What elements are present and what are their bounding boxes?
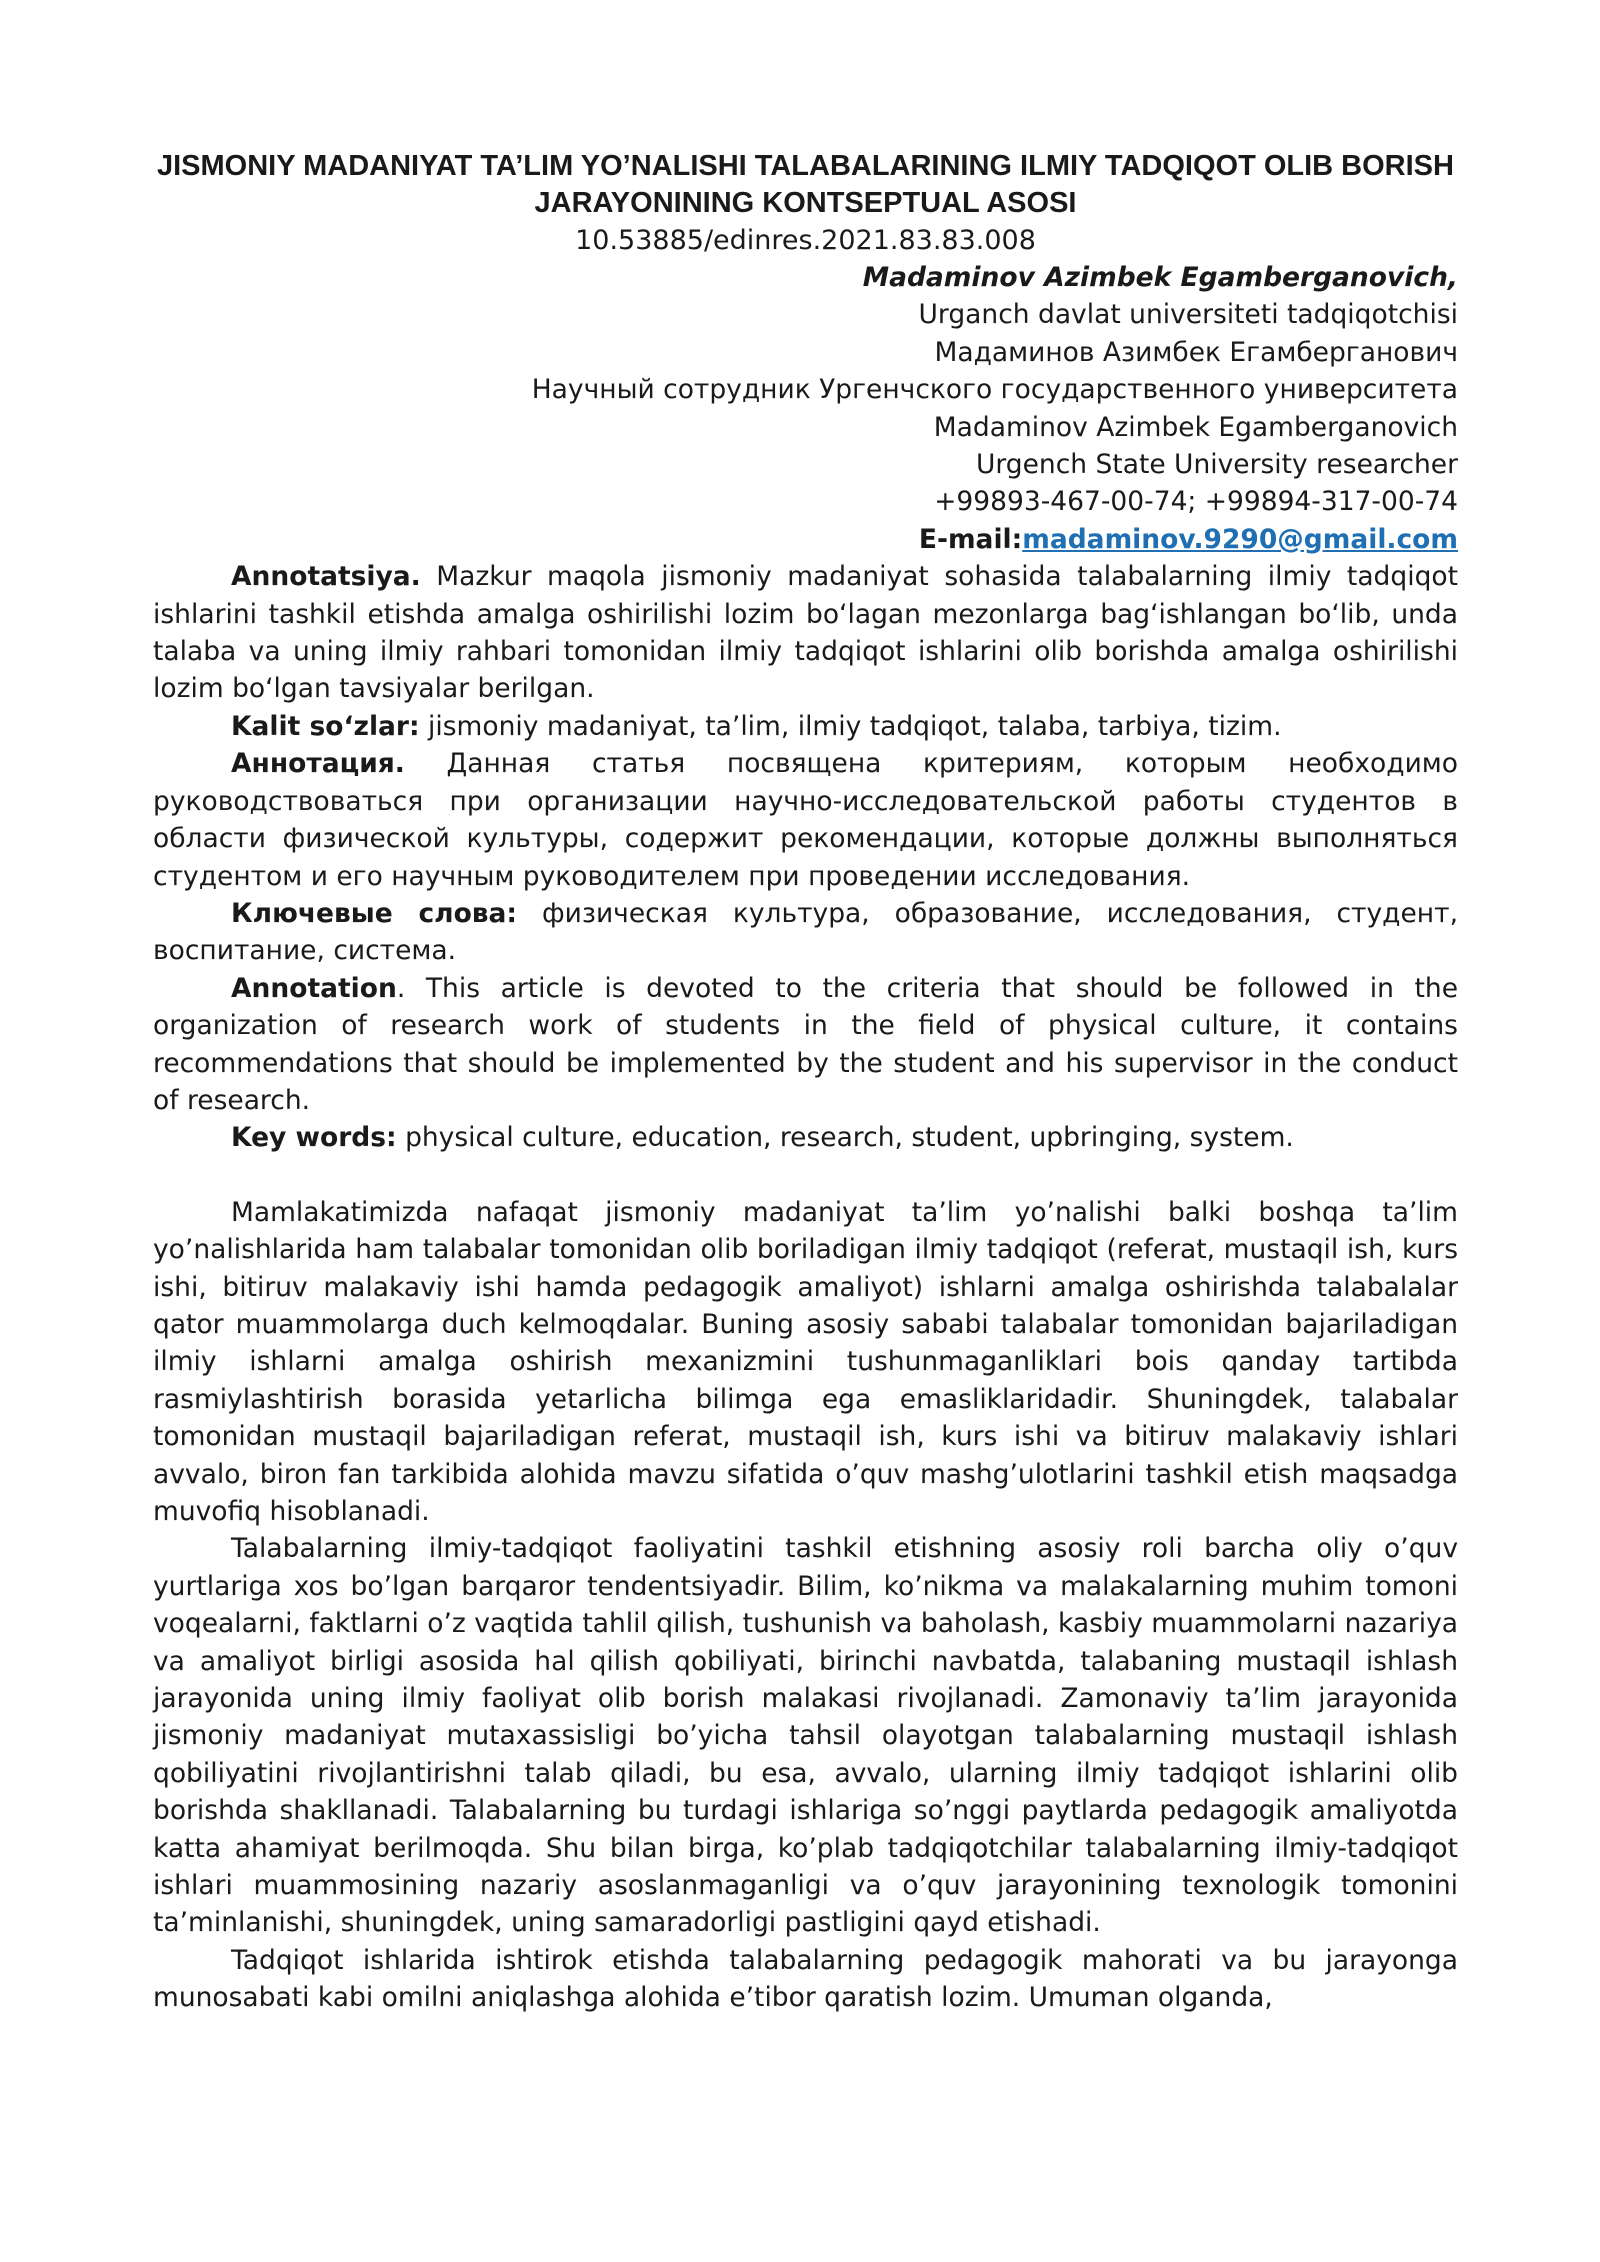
abstract-ru-text: Данная статья посвящена критериям, которым необходимо руководствоваться при организации научно-исследовательской работы студентов в области физической культуры, содержит рекомендации, которые должны выполняться студентом и его научным руководителем при проведении исследования. — [153, 748, 1458, 892]
author-block — [153, 259, 1458, 558]
paper-title: JISMONIY MADANIYAT TA’LIM YO’NALISHI TALABALARINING ILMIY TADQIQOT OLIB BORISH JARAYONINING KONTSEPTUAL ASOSI — [157, 150, 1454, 219]
abstract-ru — [153, 745, 1458, 895]
keywords-uz-text: jismoniy madaniyat, ta’lim, ilmiy tadqiqot, talaba, tarbiya, tizim. — [419, 710, 1282, 742]
author-phones: +99893-467-00-74; +99894-317-00-74 — [934, 486, 1458, 518]
body-paragraph-2: Talabalarning ilmiy-tadqiqot faoliyatini tashkil etishning asosiy roli barcha oliy o’quv yurtlariga xos bo’lgan barqaror tendentsiyadir. Bilim, ko’nikma va malakalarning muhim tomoni voqealarni, faktlarni o’z vaqtida tahlil qilish, tushunish va baholash, kasbiy muammolarni nazariya va amaliyot birligi asosida hal qilish qobiliyati, birinchi navbatda, talabaning mustaqil ishlash jarayonida uning ilmiy faoliyat olib borish malakasi rivojlanadi. Zamonaviy ta’lim jarayonida jismoniy madaniyat mutaxassisligi bo’yicha tahsil olayotgan talabalarning mustaqil ishlash qobiliyatini rivojlantirishni talab qiladi, bu esa, avvalo, ularning ilmiy tadqiqot ishlarini olib borishda shakllanadi. Talabalarning bu turdagi ishlariga so’nggi paytlarda pedagogik amaliyotda katta ahamiyat berilmoqda. Shu bilan birga, ko’plab tadqiqotchilar talabalarning ilmiy-tadqiqot ishlari muammosining nazariy asoslanmaganligi va o’quv jarayonining texnologik tomonini ta’minlanishi, shuningdek, uning samaradorligi pastligini qayd etishadi. — [153, 1533, 1458, 1939]
paper-page — [153, 148, 1458, 2017]
section-spacer — [153, 1157, 1458, 1194]
keywords-ru-text: физическая культура, образование, исследования, студент, воспитание, система. — [153, 897, 1458, 967]
author-affiliation-ru: Научный сотрудник Ургенчского государственного университета — [531, 374, 1458, 406]
author-email-line — [153, 521, 1458, 558]
keywords-uz — [153, 708, 1458, 745]
author-affiliation-uz: Urganch davlat universiteti tadqiqotchisi — [918, 299, 1458, 331]
abstract-uz — [153, 558, 1458, 708]
abstract-en-text: . This article is devoted to the criteria that should be followed in the organization of research work of students in the field of physical culture, it contains recommendations that should be implemented by the student and his supervisor in the conduct of research. — [153, 972, 1458, 1116]
author-affiliation-en: Urgench State University researcher — [975, 449, 1458, 481]
abstract-uz-label: Annotatsiya. — [231, 561, 421, 593]
author-name-ru: Мадаминов Азимбек Егамберганович — [934, 336, 1458, 368]
author-name: Madaminov Azimbek Egamberganovich, — [862, 262, 1458, 293]
abstract-en-label: Annotation — [231, 972, 397, 1004]
email-link[interactable]: madaminov.9290@gmail.com — [1022, 523, 1458, 555]
keywords-uz-label: Kalit so‘zlar: — [231, 710, 420, 742]
keywords-ru-label: Ключевые слова: — [231, 897, 518, 929]
email-label: E-mail: — [918, 523, 1023, 555]
abstract-uz-text: Mazkur maqola jismoniy madaniyat sohasida talabalarning ilmiy tadqiqot ishlarini tashkil etishda amalga oshirilishi lozim bo‘lagan mezonlarga bag‘ishlangan bo‘lib, unda talaba va uning ilmiy rahbari tomonidan ilmiy tadqiqot ishlarini olib borishda amalga oshirilishi lozim bo‘lgan tavsiyalar berilgan. — [153, 561, 1458, 705]
abstract-ru-label: Аннотация. — [231, 748, 405, 780]
keywords-ru — [153, 895, 1458, 970]
author-name-en: Madaminov Azimbek Egamberganovich — [933, 411, 1458, 443]
body-paragraph-3: Tadqiqot ishlarida ishtirok etishda talabalarning pedagogik mahorati va bu jarayonga munosabati kabi omilni aniqlashga alohida e’tibor qaratish lozim. Umuman olganda, — [153, 1944, 1458, 2014]
body-paragraph-1: Mamlakatimizda nafaqat jismoniy madaniyat ta’lim yo’nalishi balki boshqa ta’lim yo’nalishlarida ham talabalar tomonidan olib boriladigan ilmiy tadqiqot (referat, mustaqil ish, kurs ishi, bitiruv malakaviy ishi hamda pedagogik amaliyot) ishlarni amalga oshirishda talabalalar qator muammolarga duch kelmoqdalar. Buning asosiy sababi talabalar tomonidan bajariladigan ilmiy ishlarni amalga oshirish mexanizmini tushunmaganliklari bois qanday tartibda rasmiylashtirish borasida yetarlicha bilimga ega emasliklaridadir. Shuningdek, talabalar tomonidan mustaqil bajariladigan referat, mustaqil ish, kurs ishi va bitiruv malakaviy ishlari avvalo, biron fan tarkibida alohida mavzu sifatida o’quv mashg’ulotlarini tashkil etish maqsadga muvofiq hisoblanadi. — [153, 1196, 1458, 1527]
keywords-en — [153, 1119, 1458, 1156]
keywords-en-text: physical culture, education, research, student, upbringing, system. — [396, 1122, 1294, 1154]
doi: 10.53885/edinres.2021.83.83.008 — [575, 225, 1036, 256]
keywords-en-label: Key words: — [231, 1122, 397, 1154]
abstract-en — [153, 970, 1458, 1120]
